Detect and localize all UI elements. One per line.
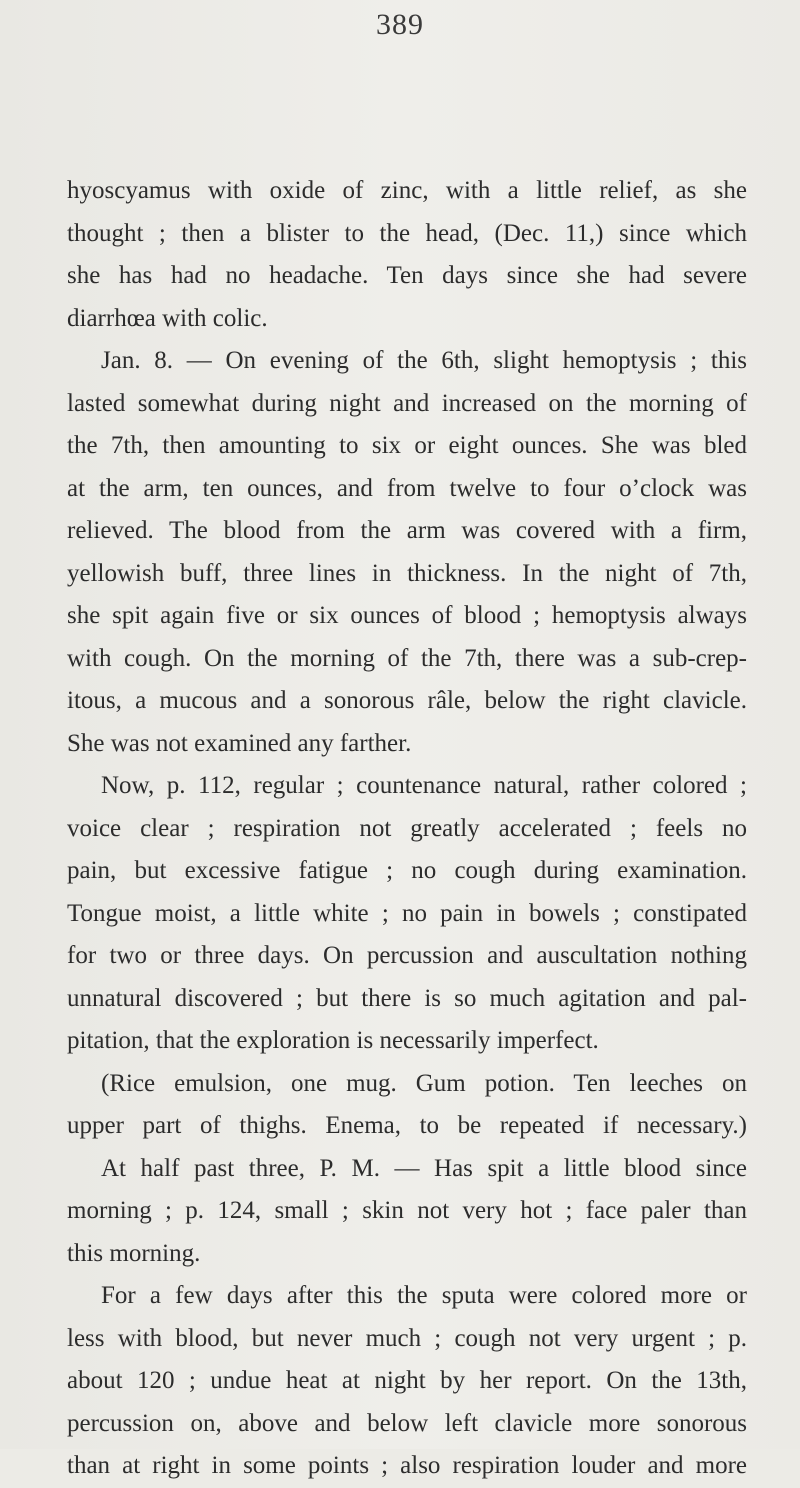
text-line: relieved. The blood from the arm was covered with a firm, [67, 517, 747, 544]
text-line: pain, but excessive fatigue ; no cough during examination. [67, 857, 747, 884]
text-line: Tongue moist, a little white ; no pain in bowels ; constipated [67, 899, 747, 927]
text-line: at the arm, ten ounces, and from twelve to four o’clock was [67, 474, 747, 502]
text-line: morning ; p. 124, small ; skin not very hot ; face paler than [67, 1197, 747, 1224]
body-text [67, 170, 747, 1488]
text-line: than at right in some points ; also respiration louder and more [67, 1452, 747, 1479]
text-line: she spit again five or six ounces of blood ; hemoptysis always [67, 602, 747, 629]
text-line: yellowish buff, three lines in thickness. In the night of 7th, [67, 559, 747, 587]
text-line: lasted somewhat during night and increased on the morning of [67, 389, 747, 417]
text-line: with cough. On the morning of the 7th, there was a sub-crep- [67, 644, 747, 672]
text-line: the 7th, then amounting to six or eight ounces. She was bled [67, 432, 747, 459]
page-number: 389 [376, 8, 424, 41]
text-line: hyoscyamus with oxide of zinc, with a little relief, as she [67, 177, 747, 204]
text-line: diarrhœa with colic. [67, 304, 268, 332]
text-line: unnatural discovered ; but there is so much agitation and pal- [67, 984, 747, 1012]
text-line: for two or three days. On percussion and auscultation nothing [67, 942, 747, 969]
text-line: thought ; then a blister to the head, (Dec. 11,) since which [67, 219, 747, 247]
text-line: this morning. [67, 1239, 201, 1267]
text-line: She was not examined any farther. [67, 729, 412, 757]
text-line: about 120 ; undue heat at night by her report. On the 13th, [67, 1367, 747, 1394]
text-line: she has had no headache. Ten days since she had severe [67, 262, 747, 289]
text-line: itous, a mucous and a sonorous râle, below the right clavicle. [67, 687, 747, 714]
text-line: pitation, that the exploration is necessarily imperfect. [67, 1027, 599, 1054]
text-line: percussion on, above and below left clavicle more sonorous [67, 1409, 747, 1437]
text-line: upper part of thighs. Enema, to be repeated if necessary.) [67, 1112, 747, 1139]
text-line: For a few days after this the sputa were colored more or [101, 1282, 747, 1309]
text-line: voice clear ; respiration not greatly accelerated ; feels no [67, 814, 747, 842]
text-line: Jan. 8. — On evening of the 6th, slight hemoptysis ; this [101, 347, 747, 374]
text-line: At half past three, P. M. — Has spit a little blood since [101, 1154, 747, 1182]
text-line: less with blood, but never much ; cough not very urgent ; p. [67, 1324, 747, 1352]
text-line: Now, p. 112, regular ; countenance natural, rather colored ; [101, 772, 747, 799]
text-line: (Rice emulsion, one mug. Gum potion. Ten leeches on [101, 1069, 747, 1097]
